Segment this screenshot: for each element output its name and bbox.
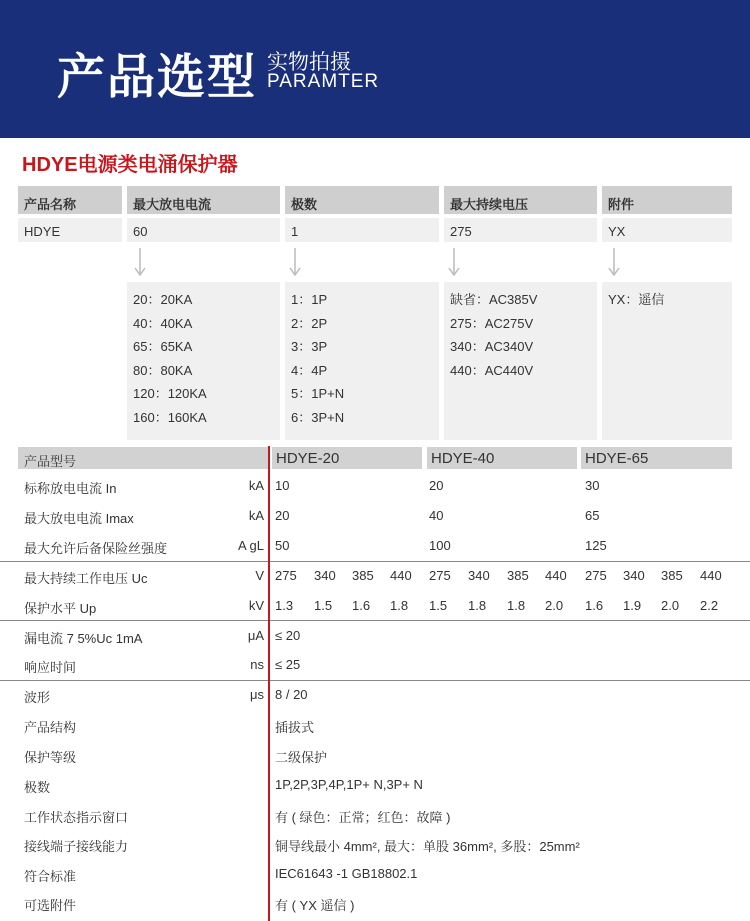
- divider: [0, 680, 750, 681]
- spec-label: 工作状态指示窗口: [24, 810, 129, 825]
- spec-value: 440: [390, 568, 412, 583]
- spec-value: 340: [468, 568, 490, 583]
- divider: [0, 561, 750, 562]
- page-title: 产品选型: [57, 49, 258, 105]
- option-item: 3：3P: [291, 339, 328, 354]
- arrow-down-icon: [447, 248, 461, 280]
- selection-header-voltage: 最大持续电压: [444, 186, 597, 214]
- selection-value-accessory: YX: [602, 218, 732, 242]
- spec-header-model: [272, 447, 422, 469]
- spec-label: 标称放电电流 In: [24, 481, 117, 496]
- spec-value: 2.0: [661, 598, 680, 613]
- model-label: HDYE-40: [431, 450, 495, 467]
- page-subtitle-en: PARAMTER: [267, 71, 380, 92]
- spec-label: 波形: [24, 690, 51, 705]
- spec-value: ≤ 25: [275, 657, 301, 672]
- spec-label: 产品结构: [24, 720, 77, 735]
- spec-value: 1.8: [390, 598, 409, 613]
- spec-value: 440: [545, 568, 567, 583]
- spec-value: 有 ( YX 遥信 ): [275, 898, 355, 913]
- spec-label: 保护水平 Up: [24, 601, 97, 616]
- spec-value: 2.2: [700, 598, 719, 613]
- spec-label: 响应时间: [24, 660, 77, 675]
- spec-value: 2.0: [545, 598, 564, 613]
- spec-value: ≤ 20: [275, 628, 301, 643]
- spec-value: 50: [275, 538, 290, 553]
- spec-value: 二级保护: [275, 750, 328, 765]
- spec-unit: μA: [247, 628, 264, 643]
- selection-value-name: HDYE: [18, 218, 122, 242]
- spec-value: 385: [661, 568, 683, 583]
- spec-value: 275: [429, 568, 451, 583]
- spec-label: 极数: [24, 780, 51, 795]
- selection-options-current: [127, 282, 280, 440]
- spec-value: 插拔式: [275, 720, 315, 735]
- option-item: 2：2P: [291, 315, 328, 331]
- option-item: 275：AC275V: [450, 315, 534, 331]
- spec-value: IEC61643 -1 GB18802.1: [275, 866, 418, 881]
- spec-header-label-cell: [18, 447, 268, 469]
- spec-label: 保护等级: [24, 750, 77, 765]
- spec-label: 漏电流 7 5%Uc 1mA: [24, 631, 143, 646]
- spec-unit: A gL: [237, 538, 264, 553]
- spec-value: 100: [429, 538, 451, 553]
- page-header-banner: [0, 0, 750, 138]
- spec-value: 275: [275, 568, 297, 583]
- option-item: 5：1P+N: [291, 386, 345, 401]
- selection-options-poles: [285, 282, 439, 440]
- spec-value: 40: [429, 508, 444, 523]
- spec-value: 10: [275, 478, 290, 493]
- spec-label: 最大允许后备保险丝强度: [24, 541, 168, 556]
- spec-value: 340: [623, 568, 645, 583]
- spec-value: 65: [585, 508, 600, 523]
- model-label: HDYE-20: [276, 450, 340, 467]
- selection-value-voltage: 275: [444, 218, 597, 242]
- spec-value: 1.6: [585, 598, 604, 613]
- spec-label: 最大持续工作电压 Uc: [24, 571, 148, 586]
- selection-header-poles: 极数: [285, 186, 439, 214]
- arrow-down-icon: [133, 248, 147, 280]
- spec-header-model: [581, 447, 732, 469]
- spec-value: 铜导线最小 4mm², 最大：单股 36mm², 多股：25mm²: [275, 839, 580, 854]
- option-item: 6：3P+N: [291, 409, 345, 425]
- option-item: 40：40KA: [133, 315, 193, 331]
- spec-unit: kV: [248, 598, 264, 613]
- option-item: 80：80KA: [133, 362, 193, 378]
- option-item: 120：120KA: [133, 386, 207, 401]
- option-item: 20：20KA: [133, 292, 193, 307]
- spec-label: 可选附件: [24, 898, 77, 913]
- arrow-down-icon: [607, 248, 621, 280]
- model-label: HDYE-65: [585, 450, 649, 467]
- option-item: 440：AC440V: [450, 362, 534, 378]
- selection-options-voltage: [444, 282, 597, 440]
- spec-unit: V: [255, 568, 264, 583]
- table-red-divider: [268, 446, 270, 921]
- spec-value: 20: [275, 508, 290, 523]
- spec-label: 符合标准: [24, 869, 77, 884]
- spec-value: 1.5: [314, 598, 333, 613]
- page-subtitle: 实物拍摄: [267, 51, 351, 74]
- spec-label: 最大放电电流 Imax: [24, 511, 134, 526]
- option-item: 160：160KA: [133, 409, 207, 425]
- section-title: HDYE电源类电涌保护器: [22, 154, 238, 176]
- spec-header-model: [427, 447, 577, 469]
- spec-unit: μs: [250, 687, 264, 702]
- spec-header-label: 产品型号: [24, 454, 77, 469]
- spec-value: 1.8: [468, 598, 487, 613]
- selection-value-current: 60: [127, 218, 280, 242]
- option-item: 4：4P: [291, 362, 328, 378]
- spec-unit: ns: [250, 657, 264, 672]
- selection-options-accessory: [602, 282, 732, 440]
- option-item: 1：1P: [291, 292, 328, 307]
- spec-value: 125: [585, 538, 607, 553]
- spec-value: 1.6: [352, 598, 371, 613]
- option-item: 65：65KA: [133, 339, 193, 354]
- spec-value: 385: [352, 568, 374, 583]
- arrow-down-icon: [288, 248, 302, 280]
- option-item: 缺省：AC385V: [450, 292, 538, 307]
- spec-unit: kA: [248, 508, 264, 523]
- spec-value: 8 / 20: [275, 687, 308, 702]
- spec-unit: kA: [248, 478, 264, 493]
- spec-value: 275: [585, 568, 607, 583]
- selection-value-poles: 1: [285, 218, 439, 242]
- spec-value: 1P,2P,3P,4P,1P+ N,3P+ N: [275, 777, 423, 792]
- divider: [0, 620, 750, 621]
- spec-value: 有 ( 绿色：正常；红色：故障 ): [275, 810, 451, 825]
- spec-value: 1.9: [623, 598, 642, 613]
- spec-value: 340: [314, 568, 336, 583]
- spec-value: 20: [429, 478, 444, 493]
- spec-value: 30: [585, 478, 600, 493]
- selection-header-current: 最大放电电流: [127, 186, 280, 214]
- spec-label: 接线端子接线能力: [24, 839, 129, 854]
- selection-header-accessory: 附件: [602, 186, 732, 214]
- spec-value: 1.5: [429, 598, 448, 613]
- spec-value: 1.3: [275, 598, 294, 613]
- option-item: YX：遥信: [608, 292, 665, 307]
- option-item: 340：AC340V: [450, 339, 534, 354]
- spec-value: 440: [700, 568, 722, 583]
- spec-value: 1.8: [507, 598, 526, 613]
- selection-header-name: 产品名称: [18, 186, 122, 214]
- spec-value: 385: [507, 568, 529, 583]
